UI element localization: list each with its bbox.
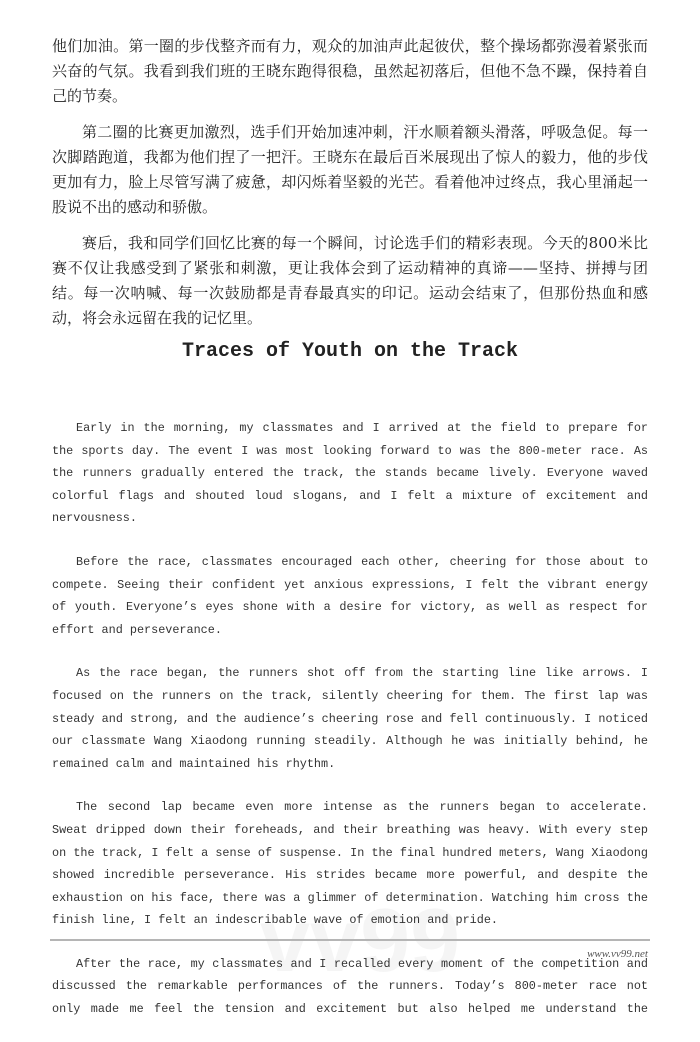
- chinese-paragraph: 赛后，我和同学们回忆比赛的每一个瞬间，讨论选手们的精彩表现。今天的800米比赛不仅让我感受到了紧张和刺激，更让我体会到了运动精神的真谛——坚持、拼搏与团结。每一次呐喊、每一次鼓励都是青春最真实的印记。运动会结束了，但那份热血和感动，将会永远留在我的记忆里。: [52, 234, 648, 327]
- english-paragraph: Before the race, classmates encouraged each other, cheering for those about to compete. Seeing their confident yet anxious expressions, I felt the vibrant energy of youth. Everyone’s eyes shone with a desire for victory, as well as respect for effort and perseverance.: [52, 554, 648, 637]
- chinese-paragraph: 第二圈的比赛更加激烈，选手们开始加速冲刺，汗水顺着额头滑落，呼吸急促。每一次脚踏跑道，我都为他们捏了一把汗。王晓东在最后百米展现出了惊人的毅力，他的步伐更加有力，脸上尽管写满了疲惫，却闪烁着坚毅的光芒。看着他冲过终点，我心里涌起一股说不出的感动和骄傲。: [52, 123, 648, 216]
- footer-site-url: www.vv99.net: [587, 948, 648, 960]
- footer-divider: [50, 939, 650, 941]
- english-text-section: [52, 417, 648, 1042]
- chinese-paragraph: 他们加油。第一圈的步伐整齐而有力，观众的加油声此起彼伏，整个操场都弥漫着紧张而兴奋的气氛。我看到我们班的王晓东跑得很稳，虽然起初落后，但他不急不躁，保持着自己的节奏。: [52, 37, 648, 105]
- english-paragraph: After the race, my classmates and I recalled every moment of the competition and discussed the remarkable performances of the runners. Today’s 800-meter race not only made me feel the tension and excitement but also helped me understand the: [52, 956, 648, 1017]
- english-paragraph: As the race began, the runners shot off from the starting line like arrows. I focused on the runners on the track, silently cheering for them. The first lap was steady and strong, and the audience’s cheering rose and fell continuously. I noticed our classmate Wang Xiaodong running steadily. Although he was initially behind, he remained calm and maintained his rhythm.: [52, 666, 648, 771]
- english-paragraph: Early in the morning, my classmates and I arrived at the field to prepare for the sports day. The event I was most looking forward to was the 800-meter race. As the runners gradually entered the track, the stands became lively. Everyone waved colorful flags and shouted loud slogans, and I felt a mixture of excitement and nervousness.: [52, 421, 648, 526]
- chinese-text-section: [52, 34, 648, 342]
- english-paragraph: The second lap became even more intense as the runners began to accelerate. Sweat dripped down their foreheads, and their breathing was heavy. With every step on the track, I felt a sense of suspense. In the final hundred meters, Wang Xiaodong showed incredible perseverance. His strides became more powerful, and despite the exhaustion on his face, there was a glimmer of determination. Watching him cross the finish line, I felt an indescribable wave of emotion and pride.: [52, 800, 648, 928]
- essay-title: Traces of Youth on the Track: [181, 340, 519, 363]
